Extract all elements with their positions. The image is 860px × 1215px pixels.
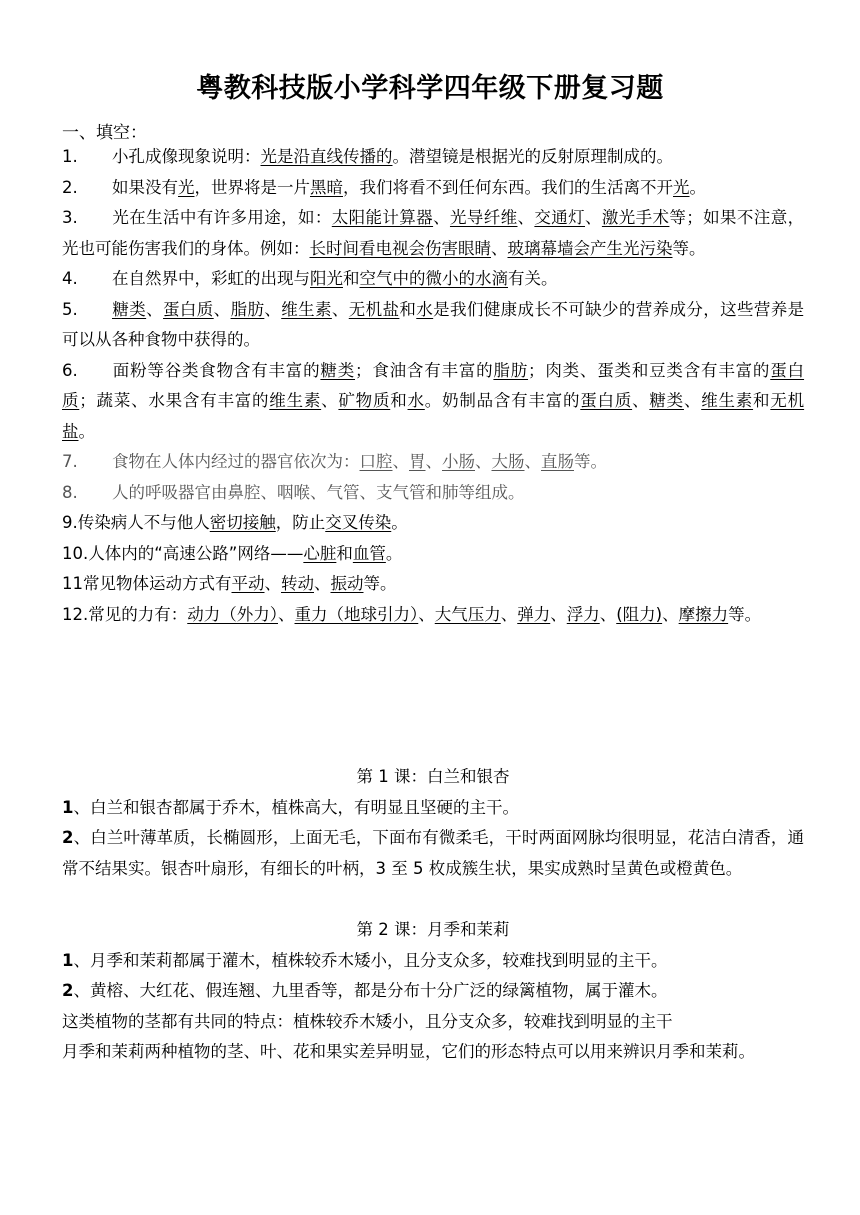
item-text: 等。 — [672, 238, 706, 258]
answer-text: 空气中的微小的水滴 — [359, 269, 508, 288]
item-text: 等。 — [363, 574, 397, 593]
item-text: 人体内的“高速公路”网络—— — [88, 543, 304, 563]
answer-text: 密切接触 — [209, 513, 276, 532]
item-text: 是我们健康成长不可缺少的营养成分，这些营养是可以从各种食物中获得的。 — [62, 299, 805, 349]
item-text: 、 — [321, 391, 339, 410]
fill-in-item-1 — [62, 142, 804, 173]
answer-text: 长时间看电视会伤害眼睛 — [309, 238, 491, 258]
item-text: 、 — [524, 452, 541, 471]
item-text: 。潜望镜是根据光的反射原理制成的。 — [392, 147, 673, 166]
answer-text: 蛋白质 — [580, 391, 633, 410]
answer-text: 无机盐 — [62, 391, 805, 441]
paragraph-number: 1 — [62, 950, 74, 970]
answer-text: 交通灯 — [534, 208, 586, 227]
answer-text: 光是沿直线传播的 — [260, 147, 393, 166]
answer-text: 大肠 — [491, 452, 525, 471]
answer-text: 浮力 — [566, 604, 600, 624]
item-text: 食物在人体内经过的器官依次为： — [112, 452, 360, 471]
paragraph-text: 、黄榕、大红花、假连翘、九里香等，都是分布十分广泛的绿篱植物，属于灌木。 — [73, 981, 668, 1000]
answer-text: 摩擦力 — [678, 604, 729, 624]
lesson-paragraph — [62, 1007, 804, 1038]
item-text: 。 — [385, 543, 403, 563]
fill-in-item-12 — [62, 600, 804, 631]
item-text: 和 — [390, 391, 408, 410]
answer-text: 转动 — [281, 574, 314, 593]
item-text: ；食油含有丰富的 — [355, 360, 494, 380]
item-number: 1. — [62, 147, 78, 166]
answer-text: 阳光 — [310, 269, 343, 288]
item-number: 3. — [62, 208, 78, 227]
answer-text: 糖类 — [649, 391, 684, 410]
answer-text: 维生素 — [269, 391, 322, 410]
item-text: 人的呼吸器官由鼻腔、咽喉、气管、支气管和肺等组成。 — [112, 482, 525, 502]
answer-text: 口腔 — [359, 452, 393, 471]
answer-text: 血管 — [352, 543, 386, 563]
answer-text: 维生素 — [281, 299, 332, 319]
item-text: 和 — [399, 299, 417, 319]
answer-text: 重力（地球引力） — [294, 604, 419, 624]
item-number: 7. — [62, 452, 78, 471]
fill-in-item-3 — [62, 203, 804, 264]
item-text: ，防止 — [275, 513, 326, 532]
item-text: ；肉类、蛋类和豆类含有丰富的 — [528, 360, 771, 380]
lesson-paragraph — [62, 793, 804, 824]
answer-text: 动力（外力） — [187, 604, 278, 624]
item-number: 8. — [62, 482, 78, 502]
item-text: 。 — [391, 513, 408, 532]
item-text: 、 — [500, 604, 518, 624]
answer-text: 心脏 — [303, 543, 337, 563]
item-text: 、 — [331, 299, 349, 319]
lesson-title: 第 1 课：白兰和银杏 — [356, 767, 510, 786]
paragraph-number: 2 — [62, 828, 74, 847]
item-text: 在自然界中，彩虹的出现与 — [112, 269, 310, 288]
item-text: 常见物体运动方式有 — [83, 574, 232, 593]
answer-text: 光 — [178, 177, 195, 197]
item-text: 常见的力有： — [88, 604, 188, 624]
item-text: 和 — [336, 543, 353, 563]
item-number: 2. — [62, 177, 78, 197]
item-text: 有关。 — [508, 269, 558, 288]
answer-text: 光 — [673, 177, 690, 197]
answer-text: 弹力 — [517, 604, 551, 624]
answer-text: 振动 — [330, 574, 364, 593]
answer-text: 玻璃幕墙会产生光污染 — [507, 238, 673, 258]
answer-text: 水 — [407, 391, 425, 410]
item-text: 。 — [689, 177, 706, 197]
item-number: 11 — [62, 574, 83, 593]
item-text: 和 — [343, 269, 360, 288]
paragraph-number: 1 — [62, 797, 74, 817]
item-text: 。奶制品含有丰富的 — [424, 391, 581, 410]
item-text: 面粉等谷类食物含有丰富的 — [112, 360, 321, 380]
fill-in-item-4 — [62, 264, 804, 295]
page-title: 粤教科技版小学科学四年级下册复习题 — [196, 73, 664, 104]
lesson-paragraph — [62, 976, 804, 1007]
answer-text: 蛋白质 — [163, 299, 214, 319]
answer-text: (阻力) — [616, 604, 663, 624]
answer-text: 黑暗 — [310, 177, 343, 197]
section-heading-fill-in: 一、填空： — [62, 123, 147, 143]
item-text: 、 — [264, 299, 282, 319]
item-text: ；蔬菜、水果含有丰富的 — [79, 391, 270, 410]
item-text: 如果没有 — [112, 177, 178, 197]
fill-in-item-2 — [62, 173, 804, 204]
answer-text: 脂肪 — [230, 299, 265, 319]
answer-text: 蛋白质 — [62, 360, 805, 410]
fill-in-list — [62, 142, 804, 630]
fill-in-item-7 — [62, 447, 804, 478]
answer-text: 小肠 — [442, 452, 475, 471]
answer-text: 糖类 — [112, 299, 147, 319]
answer-text: 平动 — [231, 574, 265, 593]
paragraph-text: 这类植物的茎都有共同的特点：植株较乔木矮小，且分支众多，较难找到明显的主干 — [62, 1011, 673, 1031]
item-text: 、 — [433, 208, 450, 227]
item-number: 5. — [62, 299, 78, 319]
item-text: 、 — [550, 604, 567, 624]
answer-text: 胃 — [409, 452, 426, 471]
answer-text: 脂肪 — [493, 360, 529, 380]
item-text: 、 — [392, 452, 409, 471]
item-text: 、 — [632, 391, 650, 410]
lesson-1-section — [62, 762, 804, 884]
item-text: 、 — [213, 299, 231, 319]
item-text: 、 — [314, 574, 331, 593]
fill-in-item-11 — [62, 569, 804, 600]
item-text: 、 — [278, 604, 295, 624]
item-text: ，我们将看不到任何东西。我们的生活离不开 — [343, 177, 673, 197]
item-text: 、 — [683, 391, 702, 410]
lesson-title: 第 2 课：月季和茉莉 — [356, 920, 510, 939]
answer-text: 维生素 — [701, 391, 754, 410]
answer-text: 无机盐 — [348, 299, 400, 319]
item-text: 、 — [517, 208, 535, 227]
item-text: 、 — [662, 604, 679, 624]
item-text: 、 — [475, 452, 492, 471]
item-text: 、 — [418, 604, 435, 624]
item-number: 6. — [62, 360, 78, 380]
item-text: 和 — [753, 391, 771, 410]
answer-text: 太阳能计算器 — [331, 208, 434, 227]
answer-text: 大气压力 — [434, 604, 501, 624]
item-text: 等；如果不注意，光也可能伤害我们的身体。例如： — [62, 208, 805, 258]
item-text: 、 — [491, 238, 508, 258]
answer-text: 直肠 — [541, 452, 574, 471]
answer-text: 矿物质 — [338, 391, 391, 410]
fill-in-item-6 — [62, 356, 804, 448]
item-text: 等。 — [728, 604, 762, 624]
answer-text: 糖类 — [320, 360, 356, 380]
item-number: 10. — [62, 543, 89, 563]
answer-text: 交叉传染 — [325, 513, 392, 532]
item-number: 4. — [62, 269, 78, 288]
lesson-paragraph — [62, 1037, 804, 1068]
fill-in-item-5 — [62, 295, 804, 356]
paragraph-text: 、白兰和银杏都属于乔木，植株高大，有明显且坚硬的主干。 — [73, 797, 519, 817]
item-text: 、 — [146, 299, 164, 319]
paragraph-text: 、白兰叶薄革质，长椭圆形，上面无毛，下面布有微柔毛，干时两面网脉均很明显，花洁白清香，通常不结果实。银杏叶扇形，有细长的叶柄，3 至 5 枚成簇生状，果实成熟时呈黄色或橙黄色。 — [62, 828, 804, 878]
item-number: 12. — [62, 604, 89, 624]
item-text: 等。 — [574, 452, 607, 471]
item-text: ，世界将是一片 — [194, 177, 310, 197]
fill-in-item-9 — [62, 508, 804, 539]
item-text: 、 — [599, 604, 617, 624]
fill-in-item-8 — [62, 478, 804, 509]
answer-text: 水 — [416, 299, 434, 319]
paragraph-text: 月季和茉莉两种植物的茎、叶、花和果实差异明显，它们的形态特点可以用来辨识月季和茉莉。 — [62, 1042, 755, 1061]
paragraph-text: 、月季和茉莉都属于灌木，植株较乔木矮小，且分支众多，较难找到明显的主干。 — [73, 950, 668, 970]
answer-text: 激光手术 — [601, 208, 670, 227]
item-text: 光在生活中有许多用途，如： — [112, 208, 332, 227]
lesson-paragraph — [62, 823, 804, 884]
paragraph-number: 2 — [62, 981, 74, 1000]
lesson-2-section — [62, 915, 804, 1068]
item-text: 传染病人不与他人 — [77, 513, 210, 532]
item-text: 、 — [425, 452, 442, 471]
answer-text: 光导纤维 — [449, 208, 518, 227]
item-text: 、 — [264, 574, 281, 593]
item-text: 。 — [78, 421, 95, 441]
item-text: 、 — [585, 208, 602, 227]
fill-in-item-10 — [62, 539, 804, 570]
item-number: 9. — [62, 513, 78, 532]
lesson-paragraph — [62, 946, 804, 977]
item-text: 小孔成像现象说明： — [112, 147, 261, 166]
